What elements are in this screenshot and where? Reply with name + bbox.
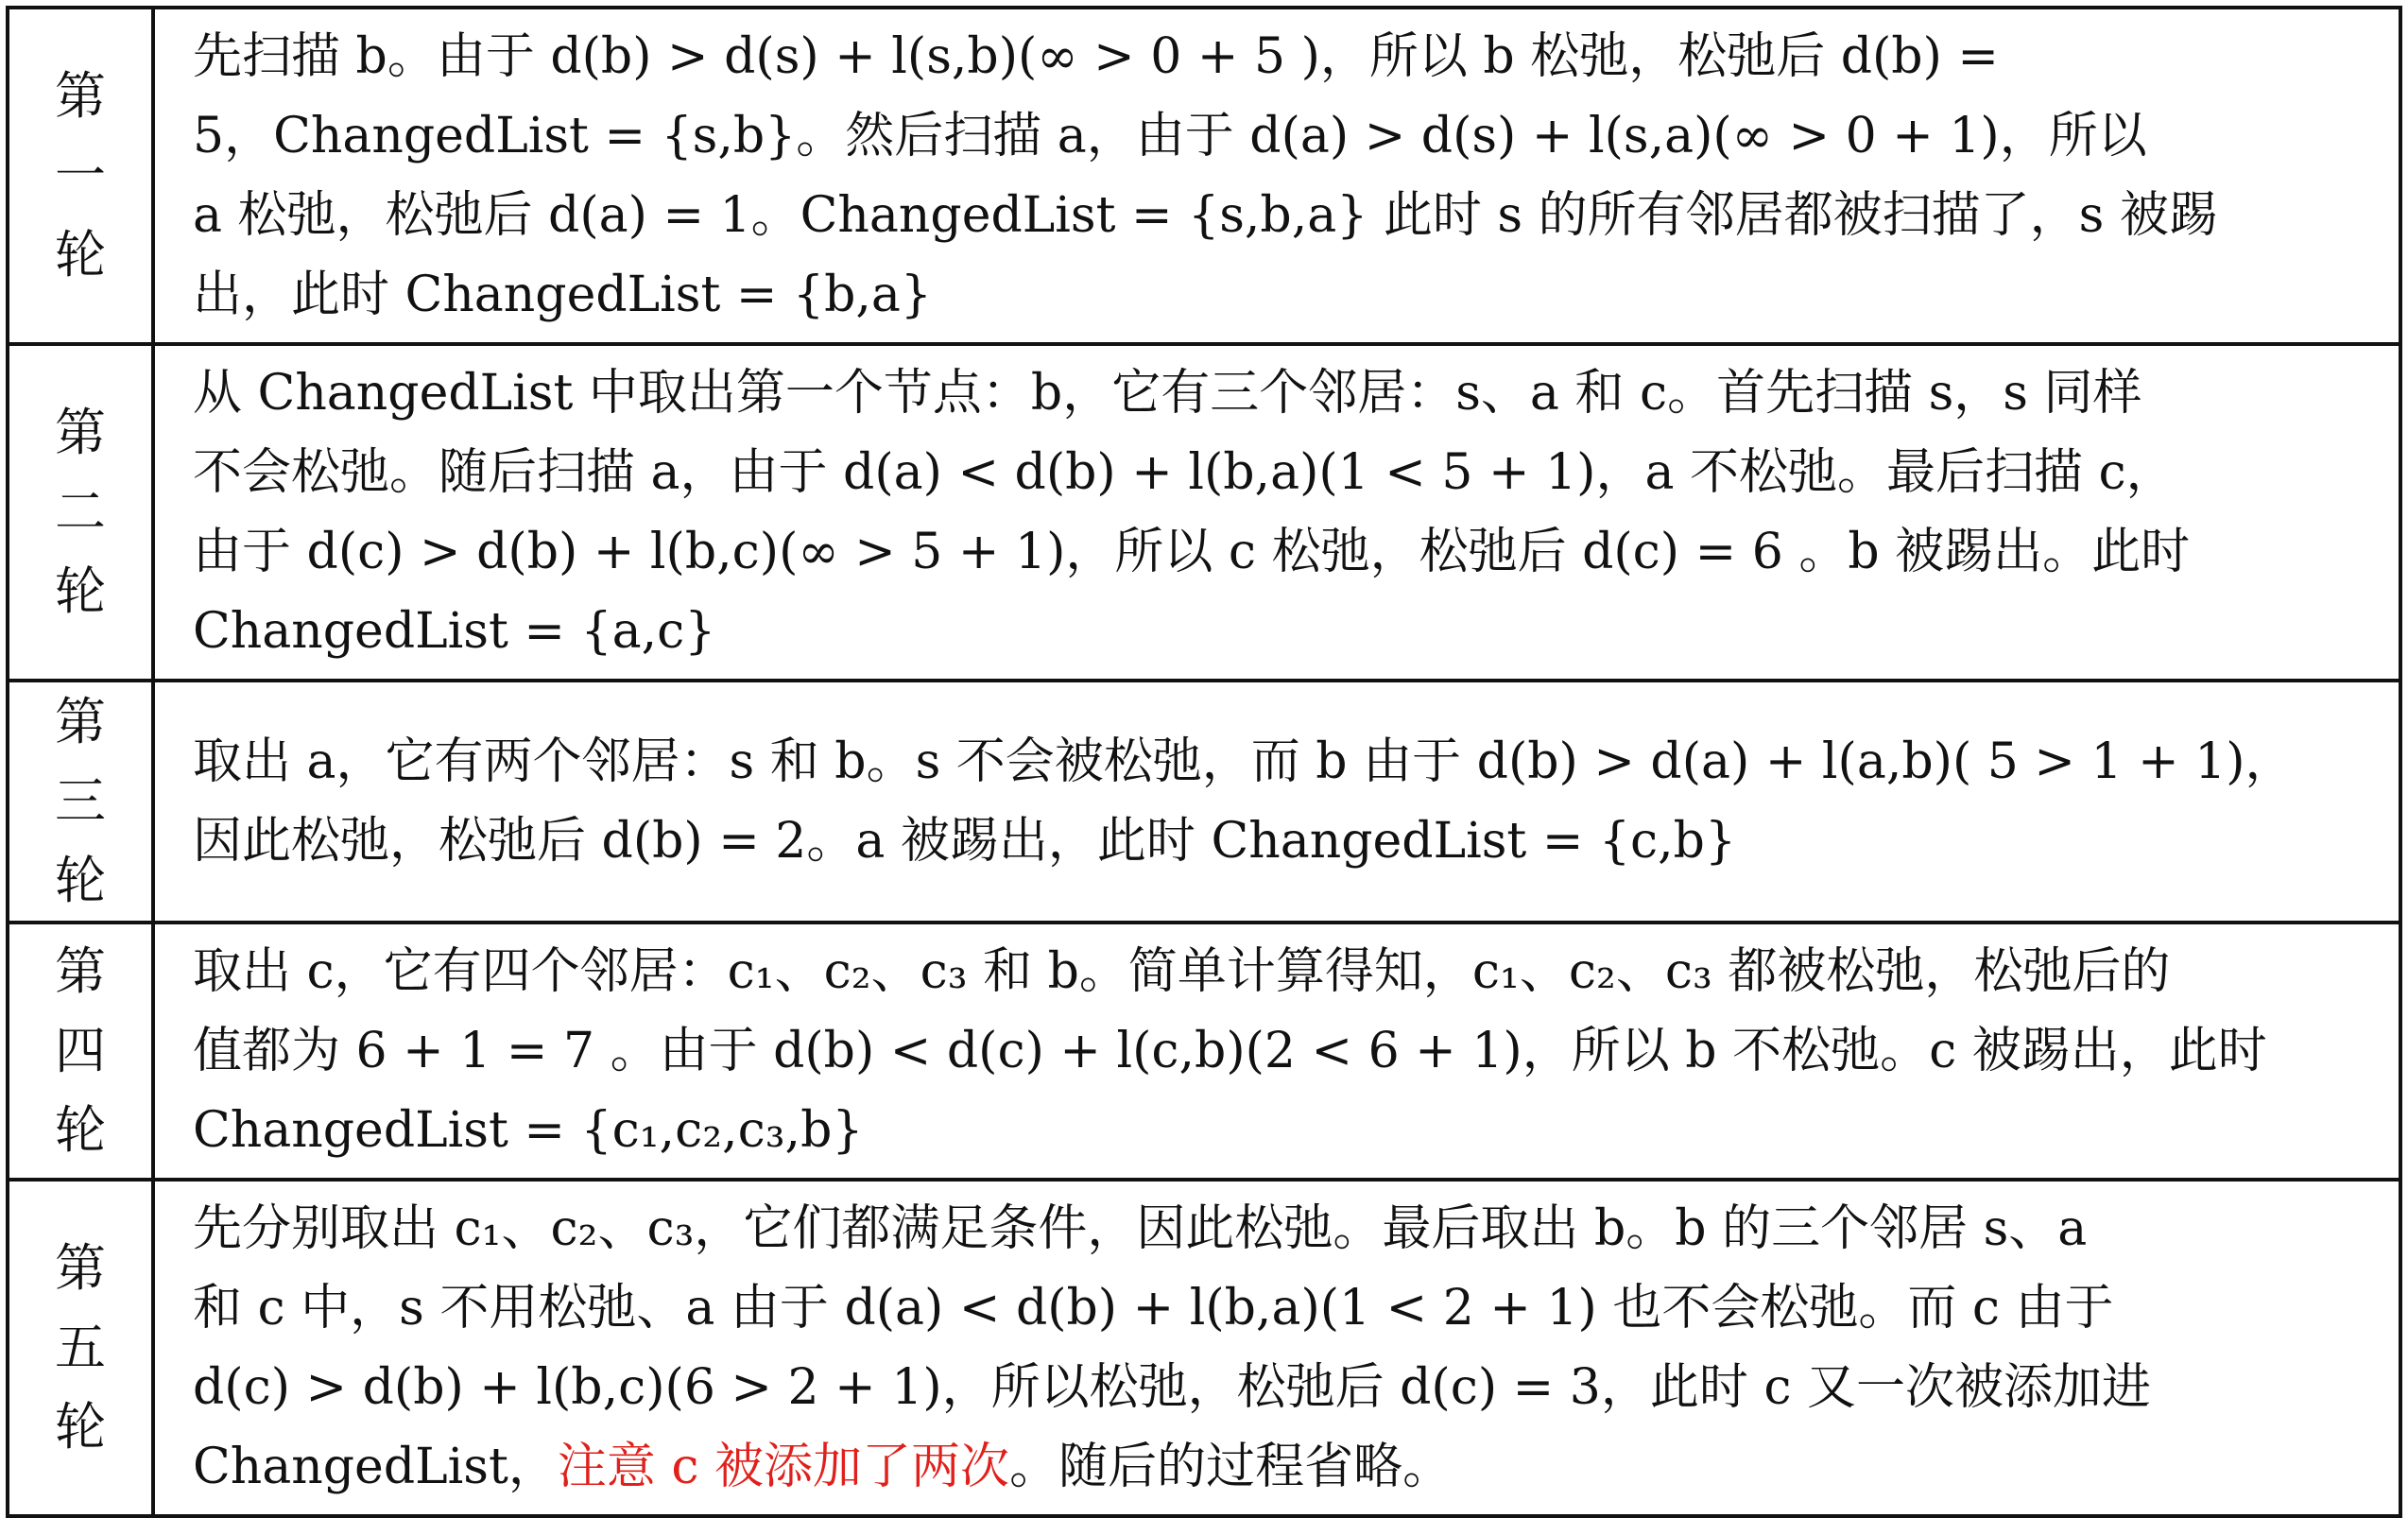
text-line: d(c) > d(b) + l(b,c)(6 > 2 + 1)，所以松弛，松弛后 d(c) = 3，此时 c 又一次被添加进 xyxy=(193,1359,2152,1416)
text-line: ChangedList = {c₁,c₂,c₃,b} xyxy=(193,1102,864,1159)
round-label-2 xyxy=(8,344,153,681)
round-label-char: 轮 xyxy=(55,1100,106,1160)
round-row-4 xyxy=(8,923,2400,1180)
round-label-char: 第 xyxy=(55,66,106,126)
text-line: ChangedList = {a,c} xyxy=(193,603,716,660)
text-segment: 。随后的过程省略。 xyxy=(1009,1439,1453,1495)
round-label-char: 第 xyxy=(55,692,106,751)
round-text-4 xyxy=(153,923,2400,1180)
text-segment: ChangedList， xyxy=(193,1439,558,1495)
round-label-1 xyxy=(8,8,153,344)
text-line: 不会松弛。随后扫描 a，由于 d(a) < d(b) + l(b,a)(1 < 5 + 1)，a 不松弛。最后扫描 c， xyxy=(193,444,2176,501)
round-label-char: 四 xyxy=(55,1021,106,1080)
round-label-char: 五 xyxy=(55,1318,106,1377)
round-label-4 xyxy=(8,923,153,1180)
round-text-3 xyxy=(153,681,2400,923)
round-text-5 xyxy=(153,1180,2400,1516)
text-line: 取出 a，它有两个邻居：s 和 b。s 不会被松弛，而 b 由于 d(b) > d(a) + l(a,b)( 5 > 1 + 1)， xyxy=(193,733,2295,790)
rounds-table xyxy=(6,6,2402,1518)
round-label-char: 轮 xyxy=(55,225,106,285)
text-line: 出，此时 ChangedList = {b,a} xyxy=(193,267,933,323)
text-line: 和 c 中，s 不用松弛、a 由于 d(a) < d(b) + l(b,a)(1 < 2 + 1) 也不会松弛。而 c 由于 xyxy=(193,1280,2114,1337)
text-line: 值都为 6 + 1 = 7 。由于 d(b) < d(c) + l(c,b)(2 < 6 + 1)，所以 b 不松弛。c 被踢出，此时 xyxy=(193,1023,2267,1079)
round-row-2 xyxy=(8,344,2400,681)
text-line: a 松弛，松弛后 d(a) = 1。ChangedList = {s,b,a} 此时 s 的所有邻居都被扫描了，s 被踢 xyxy=(193,187,2218,244)
text-line: 由于 d(c) > d(b) + l(b,c)(∞ > 5 + 1)，所以 c 松弛，松弛后 d(c) = 6 。b 被踢出。此时 xyxy=(193,524,2191,580)
text-line: 先分别取出 c₁、c₂、c₃，它们都满足条件，因此松弛。最后取出 b。b 的三个邻居 s、a xyxy=(193,1200,2088,1257)
round-label-char: 三 xyxy=(55,771,106,831)
text-line: 先扫描 b。由于 d(b) > d(s) + l(s,b)(∞ > 0 + 5 )，所以 b 松弛，松弛后 d(b) = xyxy=(193,28,1999,85)
round-label-char: 第 xyxy=(55,403,106,462)
round-text-2 xyxy=(153,344,2400,681)
round-label-char: 轮 xyxy=(55,1397,106,1457)
round-row-3 xyxy=(8,681,2400,923)
text-line: 5，ChangedList = {s,b}。然后扫描 a，由于 d(a) > d(s) + l(s,a)(∞ > 0 + 1)，所以 xyxy=(193,108,2147,164)
text-line: 从 ChangedList 中取出第一个节点：b，它有三个邻居：s、a 和 c。首先扫描 s，s 同样 xyxy=(193,365,2142,422)
round-label-char: 第 xyxy=(55,941,106,1001)
round-text-1 xyxy=(153,8,2400,344)
round-label-5 xyxy=(8,1180,153,1516)
round-row-1 xyxy=(8,8,2400,344)
round-label-char: 轮 xyxy=(55,561,106,621)
round-label-char: 二 xyxy=(55,482,106,542)
highlight-note: 注意 c 被添加了两次 xyxy=(557,1439,1010,1495)
text-line-last xyxy=(193,1427,2365,1507)
round-row-5 xyxy=(8,1180,2400,1516)
round-label-char: 轮 xyxy=(55,851,106,910)
text-line: 因此松弛，松弛后 d(b) = 2。a 被踢出，此时 ChangedList = {c,b} xyxy=(193,813,1737,870)
round-label-char: 第 xyxy=(55,1238,106,1298)
round-label-char: 一 xyxy=(55,146,106,205)
text-line: 取出 c，它有四个邻居：c₁、c₂、c₃ 和 b。简单计算得知，c₁、c₂、c₃ 都被松弛，松弛后的 xyxy=(193,943,2171,1000)
round-label-3 xyxy=(8,681,153,923)
